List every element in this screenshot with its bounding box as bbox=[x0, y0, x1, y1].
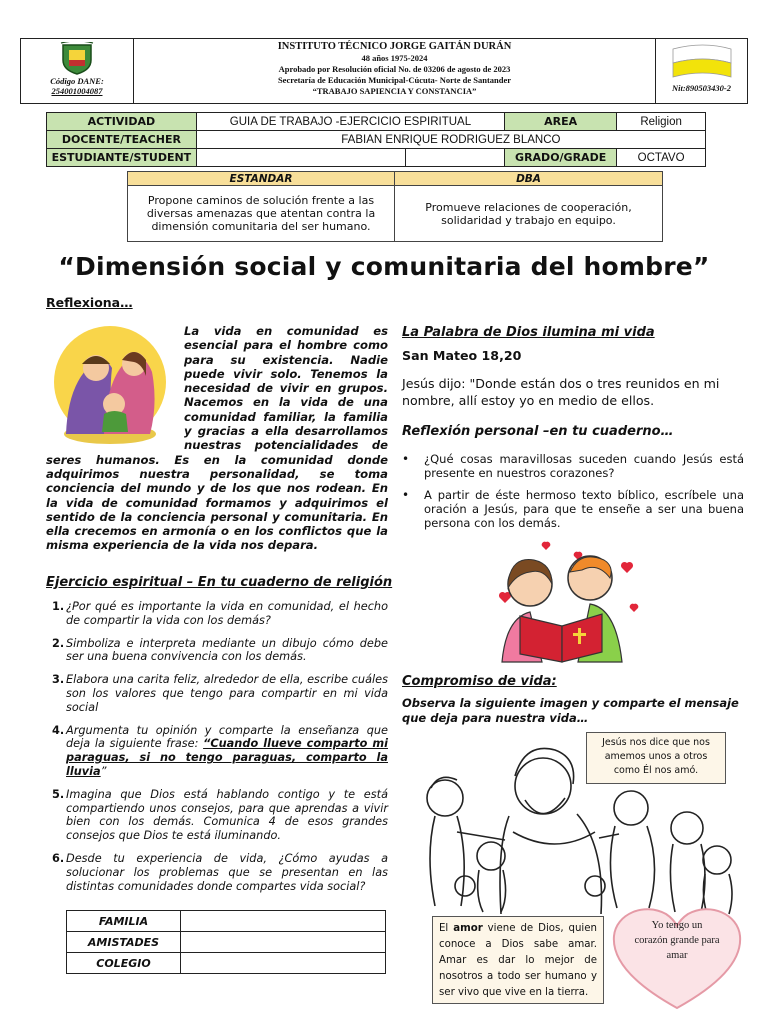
amor-box: El amor viene de Dios, quien conoce a Dios sabe amar. Amar es dar lo mejor de nosotros a todo ser humano y ser vivo que vive en la tierra. bbox=[432, 916, 604, 1004]
estandar-text: Propone caminos de solución frente a las diversas amenazas que atentan contra la dimensión comunitaria del ser humano. bbox=[128, 186, 395, 242]
grado-label: GRADO/GRADE bbox=[505, 149, 617, 167]
list-item: 5. Imagina que Dios está hablando contigo y te está compartiendo unos consejos, para que aprendas a vivir bien con los demás. Comunica 4 de esos grandes consejos que Dios te está iluminando. bbox=[52, 787, 388, 843]
list-item: • ¿Qué cosas maravillosas suceden cuando Jesús está presente en nuestros corazones? bbox=[402, 452, 744, 480]
school-secretary: Secretaría de Educación Municipal-Cúcuta- Norte de Santander bbox=[277, 75, 512, 85]
school-motto: “TRABAJO SAPIENCIA Y CONSTANCIA” bbox=[312, 86, 477, 96]
area-label: AREA bbox=[505, 113, 617, 131]
flag-icon bbox=[667, 41, 737, 81]
exercise-list bbox=[46, 600, 388, 902]
community-table bbox=[66, 910, 386, 974]
amistades-answer[interactable] bbox=[181, 932, 386, 953]
familia-answer[interactable] bbox=[181, 911, 386, 932]
reflection-paragraph-block bbox=[46, 324, 388, 553]
school-resolution: Aprobado por Resolución oficial No. de 03206 de agosto de 2023 bbox=[278, 64, 511, 74]
umbrella-quote: “Cuando llueve comparto mi paraguas, si no tengo paraguas, comparto la lluvia bbox=[66, 737, 389, 778]
amor-word: amor bbox=[453, 923, 483, 934]
actividad-value: GUIA DE TRABAJO -EJERCICIO ESPIRITUAL bbox=[196, 113, 504, 131]
dba-header: DBA bbox=[395, 172, 663, 186]
school-years: 48 años 1975-2024 bbox=[361, 53, 428, 63]
school-name: INSTITUTO TÉCNICO JORGE GAITÁN DURÁN bbox=[277, 41, 512, 52]
compromiso-heading: Compromiso de vida: bbox=[402, 674, 557, 689]
reflexion-personal-heading: Reflexión personal –en tu cuaderno… bbox=[402, 424, 674, 439]
estudiante-label: ESTUDIANTE/STUDENT bbox=[47, 149, 197, 167]
docente-value: FABIAN ENRIQUE RODRIGUEZ BLANCO bbox=[196, 131, 705, 149]
children-reading-bible-illustration bbox=[482, 538, 642, 664]
table-row: FAMILIA bbox=[67, 911, 386, 932]
grado-value: OCTAVO bbox=[617, 149, 706, 167]
standards-table bbox=[127, 171, 663, 242]
header-left-block bbox=[21, 39, 134, 103]
header-center-block bbox=[134, 39, 655, 103]
jesus-quote-box: Jesús nos dice que nos amemos unos a otros como Él nos amó. bbox=[586, 732, 726, 784]
palabra-heading: La Palabra de Dios ilumina mi vida bbox=[402, 325, 655, 340]
list-item: 4. Argumenta tu opinión y comparte la enseñanza que deja la siguiente frase: “Cuando llueve comparto mi paraguas, si no tengo paraguas, comparto la lluvia” bbox=[52, 723, 389, 778]
reflexiona-heading: Reflexiona… bbox=[46, 295, 133, 310]
area-value: Religion bbox=[617, 113, 706, 131]
page-title: “Dimensión social y comunitaria del hombre” bbox=[58, 252, 710, 281]
bible-verse: Jesús dijo: "Donde están dos o tres reunidos en mi nombre, allí estoy yo en medio de ellos. bbox=[402, 376, 720, 408]
list-item: 6. Desde tu experiencia de vida, ¿Cómo ayudas a solucionar los problemas que se presentan en las distintas comunidades donde compartes vida social? bbox=[52, 851, 388, 893]
estudiante-value-field[interactable] bbox=[196, 149, 406, 167]
reflection-bullets bbox=[402, 452, 744, 538]
table-row: AMISTADES bbox=[67, 932, 386, 953]
estudiante-value-extra[interactable] bbox=[406, 149, 505, 167]
reflection-paragraph: La vida en comunidad es esencial para el hombre como para su existencia. Nadie puede vivir solo. Tenemos la necesidad de vivir en grupos. Nacemos en la vida de una comunidad familiar, la familia y gracias a ella desarrollamos nuestras potencialidades de seres humanos. Es en la comunidad donde adquirimos nuestra personalidad, se toma conciencia del mundo y de los que nos rodean. En la vida de comunidad formamos y adquirimos el sentido de la conciencia personal y comunitaria. En ella crecemos en armonía o en los conflictos que la misma experiencia de la vida nos depara. bbox=[46, 324, 388, 553]
exercise-heading: Ejercicio espiritual – En tu cuaderno de religión bbox=[46, 575, 393, 590]
bible-citation: San Mateo 18,20 bbox=[402, 348, 522, 363]
estandar-header: ESTANDAR bbox=[128, 172, 395, 186]
school-shield-icon bbox=[59, 42, 95, 76]
nit-number: Nit:890503430-2 bbox=[671, 83, 732, 93]
holy-family-illustration bbox=[46, 324, 174, 448]
table-row: COLEGIO bbox=[67, 953, 386, 974]
list-item: 2. Simboliza e interpreta mediante un dibujo cómo debe ser una buena convivencia con los demás. bbox=[52, 636, 388, 664]
heart-text: Yo tengo un corazón grande para amar bbox=[634, 920, 720, 961]
dba-text: Promueve relaciones de cooperación, solidaridad y trabajo en equipo. bbox=[395, 186, 663, 242]
dane-label: Código DANE: bbox=[50, 76, 104, 86]
list-item: • A partir de éste hermoso texto bíblico, escríbele una oración a Jesús, para que te enseñe a ser una buena persona con los demás. bbox=[402, 488, 744, 530]
student-info-table bbox=[46, 112, 706, 167]
header-right-block bbox=[655, 39, 747, 103]
list-item: 3. Elabora una carita feliz, alrededor de ella, escribe cuáles son los valores que tengo para compartir en mi vida social bbox=[52, 673, 388, 714]
docente-label: DOCENTE/TEACHER bbox=[47, 131, 197, 149]
dane-code: 254001004087 bbox=[51, 86, 103, 96]
colegio-answer[interactable] bbox=[181, 953, 386, 974]
document-header bbox=[20, 38, 748, 104]
compromiso-text: Observa la siguiente imagen y comparte el mensaje que deja para nuestra vida… bbox=[402, 696, 739, 725]
list-item: 1. ¿Por qué es importante la vida en comunidad, el hecho de compartir la vida con los demás? bbox=[52, 600, 388, 627]
actividad-label: ACTIVIDAD bbox=[47, 113, 197, 131]
